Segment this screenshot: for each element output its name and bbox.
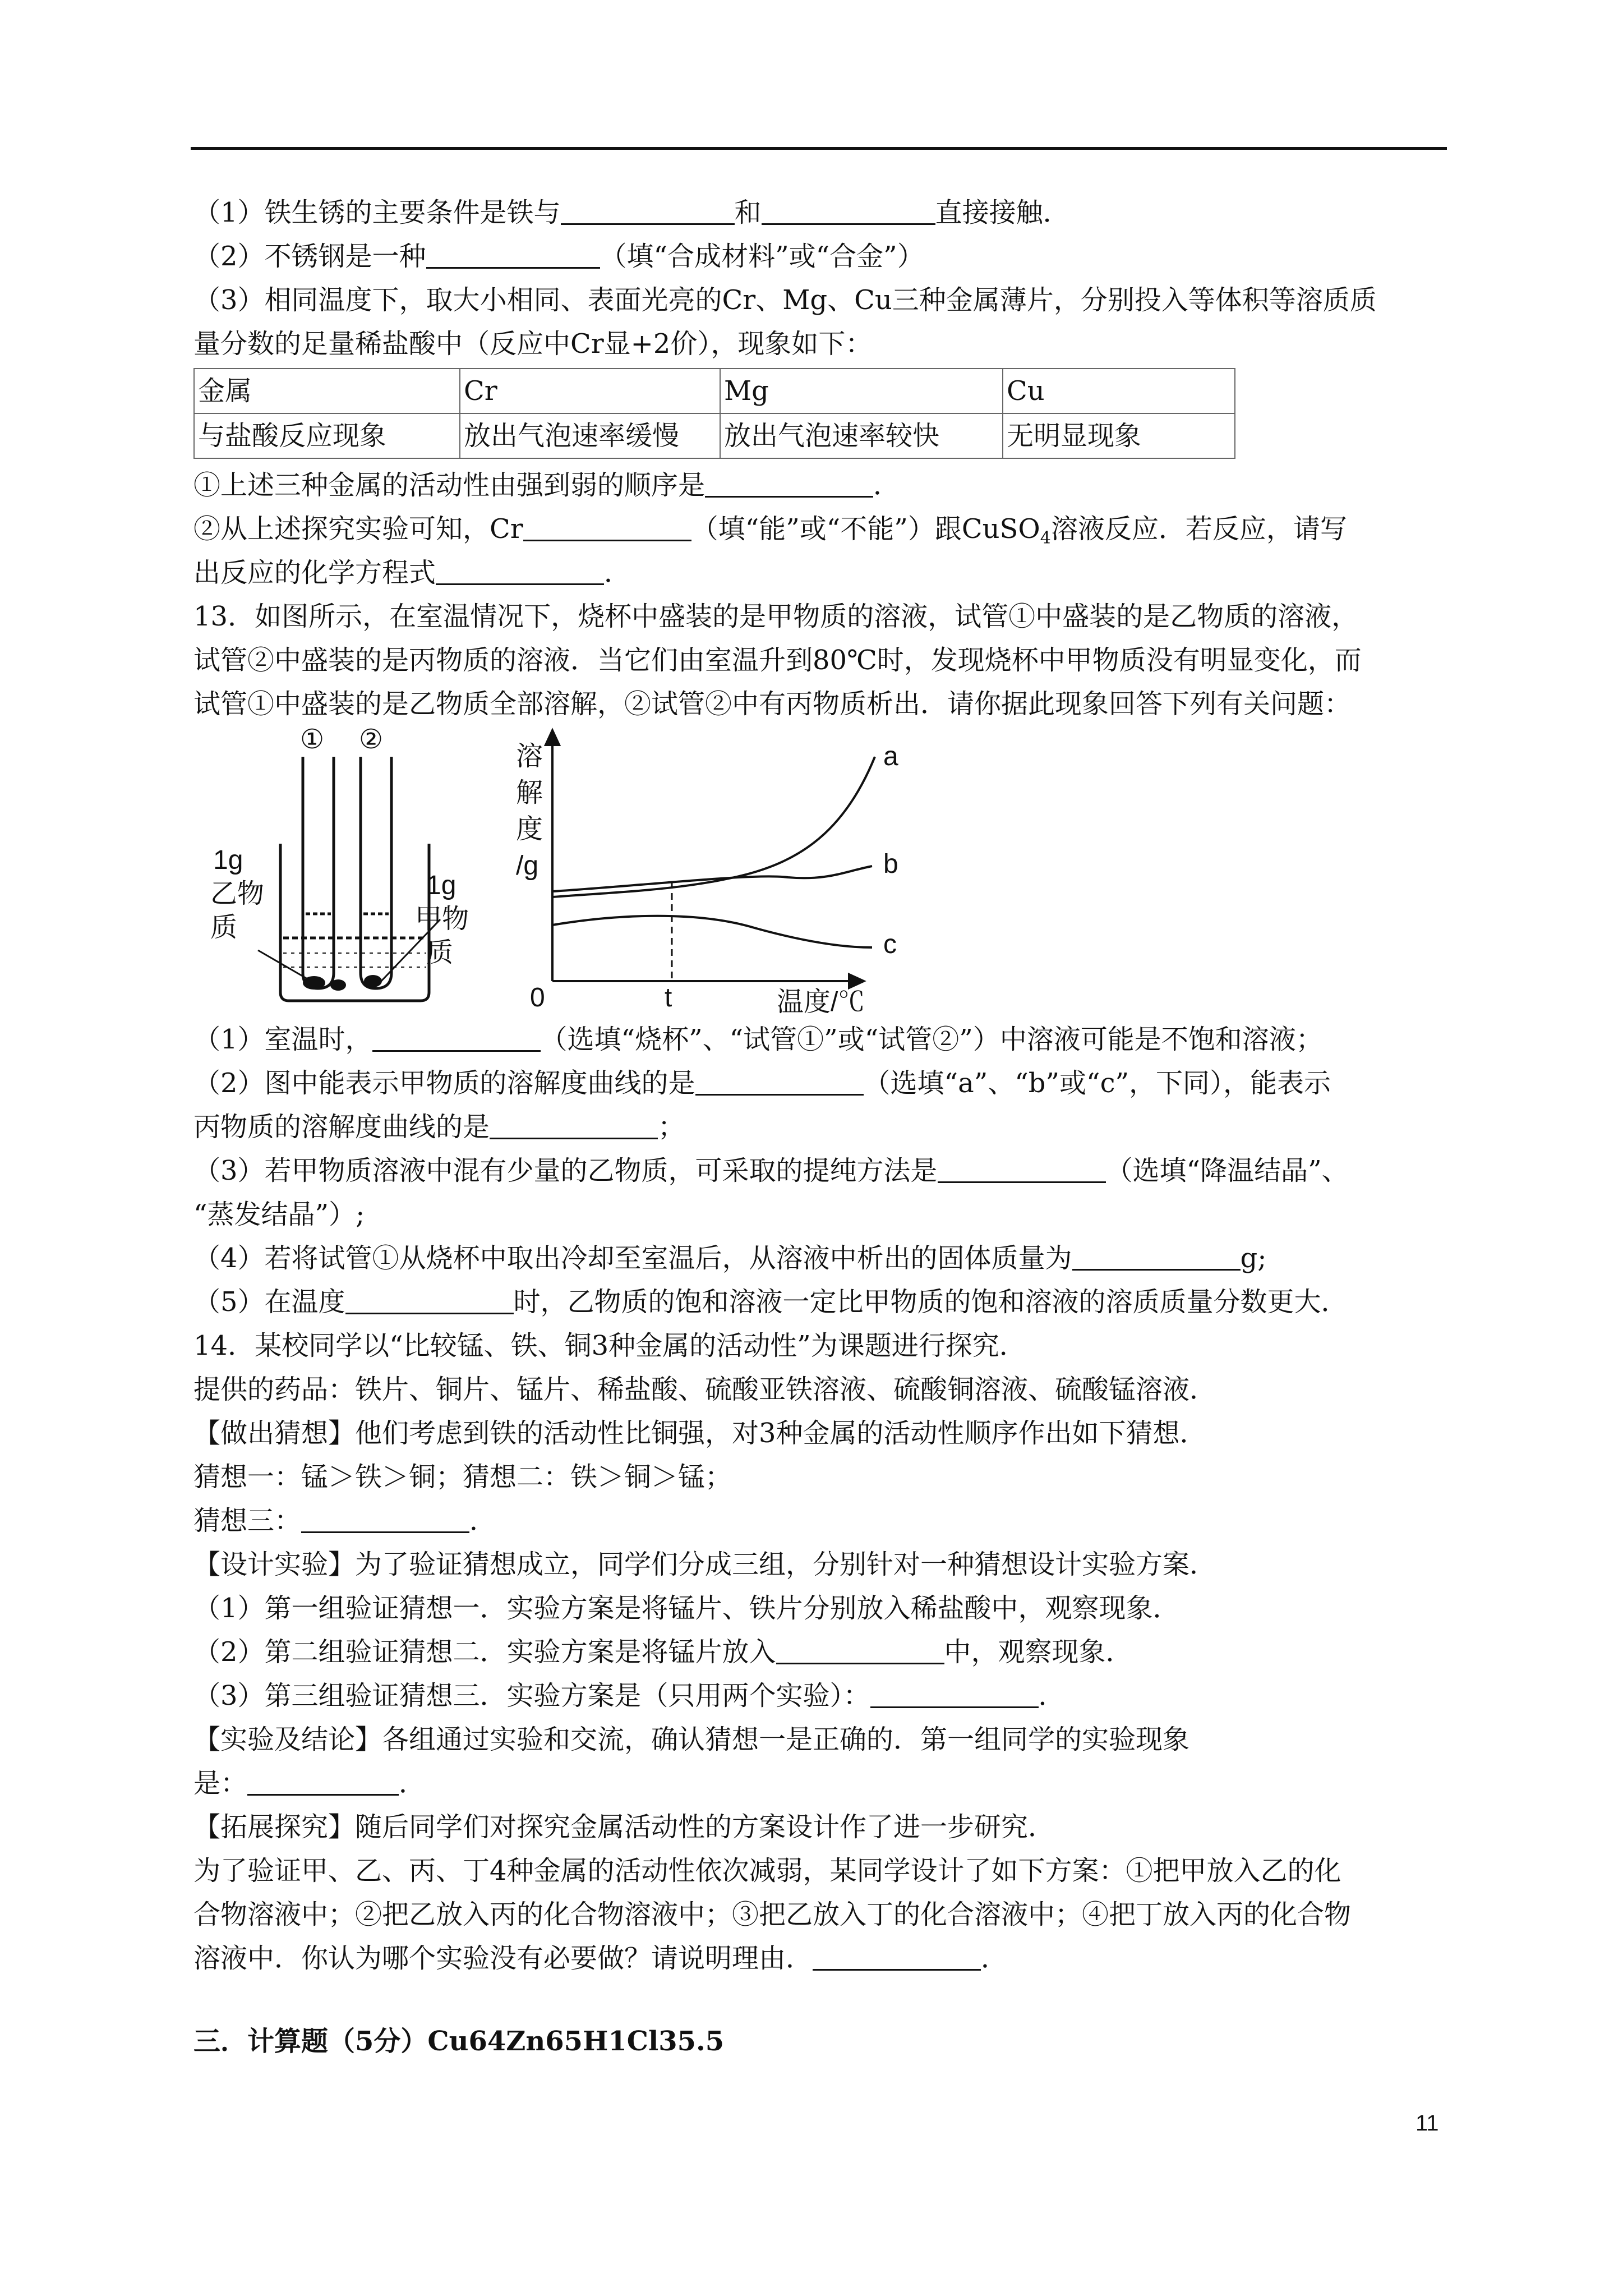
q13-line-2: 试管②中盛装的是丙物质的溶液．当它们由室温升到80℃时，发现烧杯中甲物质没有明显变化，而 [193, 645, 1362, 676]
left-label: 质 [210, 913, 238, 942]
q14-text: 猜想三： [193, 1505, 302, 1536]
q3-ii-text-2: （填“能”或“不能”）跟CuSO [691, 513, 1040, 545]
q13-2-text: （2）图中能表示甲物质的溶解度曲线的是 [193, 1068, 695, 1099]
right-label: 1g [426, 871, 457, 900]
q14-line-3: 【做出猜想】他们考虑到铁的活动性比铜强，对3种金属的活动性顺序作出如下猜想． [193, 1418, 1207, 1449]
q14-line-8 [193, 1630, 1438, 1674]
table-cell: 放出气泡速率缓慢 [460, 413, 720, 458]
table-cell: Mg [720, 369, 1003, 413]
q13-line-3: 试管①中盛装的是乙物质全部溶解，②试管②中有丙物质析出．请你据此现象回答下列有关问题： [193, 688, 1352, 720]
curve-c [552, 916, 872, 947]
q14-text: 溶液中．你认为哪个实验没有必要做？请说明理由． [193, 1943, 813, 1974]
y-axis-arrow [546, 730, 559, 745]
q14-line-12: 【拓展探究】随后同学们对探究金属活动性的方案设计作了进一步研究． [193, 1811, 1055, 1843]
q2-hint: （填“合成材料”或“合金”） [600, 241, 924, 272]
q14-line-11 [193, 1761, 1438, 1805]
answer-blank[interactable] [301, 1503, 469, 1533]
y-axis-label: 度 [516, 815, 543, 844]
table-cell: 与盐酸反应现象 [194, 413, 460, 458]
answer-blank[interactable] [247, 1766, 399, 1796]
q13-3-line [193, 1149, 1438, 1193]
test-tube-2 [361, 757, 391, 988]
tube-label-1: ① [300, 726, 325, 754]
q14-line-6: 【设计实验】为了验证猜想成立，同学们分成三组，分别针对一种猜想设计实验方案． [193, 1549, 1217, 1580]
t-label: t [665, 983, 672, 1013]
q14-text: （2）第二组验证猜想二．实验方案是将锰片放入 [193, 1636, 776, 1668]
q14-end: ． [469, 1505, 497, 1536]
answer-blank[interactable] [490, 1110, 658, 1139]
q14-line-15 [193, 1936, 1438, 1980]
x-axis-label: 温度/℃ [777, 987, 865, 1017]
answer-blank[interactable] [695, 1066, 864, 1096]
q13-4-unit: g; [1240, 1243, 1267, 1274]
q13-4-line [193, 1236, 1438, 1280]
left-label: 乙物 [210, 879, 265, 909]
answer-blank[interactable] [870, 1678, 1039, 1708]
metal-table [193, 368, 1235, 459]
q3-line-2: 量分数的足量稀盐酸中（反应中Cr显+2价），现象如下： [193, 328, 873, 360]
answer-blank[interactable] [705, 468, 873, 498]
q3-ii-text: ②从上述探究实验可知，Cr [193, 513, 523, 545]
right-label: 质 [426, 938, 454, 968]
right-label: 甲物 [415, 904, 469, 934]
q14-line-14: 合物溶液中；②把乙放入丙的化合物溶液中；③把乙放入丁的化合溶液中；④把丁放入丙的化合物 [193, 1899, 1352, 1930]
answer-blank[interactable] [372, 1022, 541, 1052]
q13-5-line [193, 1280, 1438, 1324]
curve-label-a: a [883, 742, 898, 771]
q13-5-text-2: 时，乙物质的饱和溶液一定比甲物质的饱和溶液的溶质质量分数更大． [513, 1286, 1348, 1318]
answer-blank[interactable] [426, 239, 600, 269]
q13-3-hint: （选填“降温结晶”、 [1105, 1155, 1349, 1186]
q13-1-line [193, 1018, 1438, 1061]
left-label: 1g [213, 845, 243, 875]
q13-2-line [193, 1061, 1438, 1105]
q14-line-13: 为了验证甲、乙、丙、丁4种金属的活动性依次减弱，某同学设计了如下方案：①把甲放入乙的化 [193, 1855, 1341, 1887]
origin-label: 0 [530, 983, 545, 1013]
q13-4-text: （4）若将试管①从烧杯中取出冷却至室温后，从溶液中析出的固体质量为 [193, 1243, 1072, 1274]
answer-blank[interactable] [776, 1635, 944, 1664]
table-cell: 无明显现象 [1003, 413, 1235, 458]
q13-3-line-2: “蒸发结晶”）; [193, 1199, 365, 1230]
solubility-chart [546, 730, 875, 988]
answer-blank[interactable] [523, 512, 691, 541]
q3-ii-text-3: 溶液反应．若反应，请写 [1050, 513, 1347, 545]
answer-blank[interactable] [938, 1153, 1106, 1183]
q14-end: ． [1038, 1680, 1066, 1711]
table-cell: 金属 [194, 369, 460, 413]
header-rule [191, 147, 1447, 150]
section-3-heading: 三．计算题（5分）Cu64Zn65H1Cl35.5 [193, 2026, 725, 2057]
figure-svg [193, 726, 923, 1018]
q14-text: （3）第三组验证猜想三．实验方案是（只用两个实验）： [193, 1680, 870, 1711]
q13-5-text: （5）在温度 [193, 1286, 345, 1318]
q1-line [193, 191, 1438, 234]
table-header-row [194, 369, 1235, 413]
q14-end: ． [399, 1768, 426, 1799]
answer-blank[interactable] [436, 555, 604, 585]
answer-blank[interactable] [1072, 1241, 1241, 1271]
q14-line-7: （1）第一组验证猜想一．实验方案是将锰片、铁片分别放入稀盐酸中，观察现象． [193, 1593, 1180, 1624]
q3-ii-line [193, 507, 1438, 551]
q13-1-text: （1）室温时， [193, 1024, 372, 1055]
q13-2-line-2 [193, 1105, 1438, 1149]
q3-ii-line-2 [193, 551, 1438, 595]
table-row [194, 413, 1235, 458]
q1-text: （1）铁生锈的主要条件是铁与 [193, 197, 561, 228]
q13-2-end: ； [658, 1111, 685, 1143]
q13-2-hint: （选填“a”、“b”或“c”，下同），能表示 [863, 1068, 1331, 1099]
answer-blank[interactable] [561, 195, 735, 225]
q13-figure [193, 726, 1438, 1018]
spacer [193, 1980, 1438, 2019]
q1-text-3: 直接接触． [935, 197, 1070, 228]
q3-ii2-text: 出反应的化学方程式 [193, 557, 436, 588]
table-cell: 放出气泡速率较快 [720, 413, 1003, 458]
answer-blank[interactable] [762, 195, 935, 225]
tube-label-2: ② [359, 726, 384, 754]
q13-3-text: （3）若甲物质溶液中混有少量的乙物质，可采取的提纯方法是 [193, 1155, 938, 1186]
y-axis-label: /g [516, 851, 539, 881]
q14-line-10: 【实验及结论】各组通过实验和交流，确认猜想一是正确的．第一组同学的实验现象 [193, 1724, 1190, 1755]
q14-text: 是： [193, 1768, 248, 1799]
q14-end: ． [981, 1943, 1008, 1974]
page-content [193, 191, 1438, 2063]
q13-1-hint: （选填“烧杯”、“试管①”或“试管②”）中溶液可能是不饱和溶液； [540, 1024, 1323, 1055]
q13-2-text-2: 丙物质的溶解度曲线的是 [193, 1111, 490, 1143]
q14-text-2: 中，观察现象． [944, 1636, 1133, 1668]
q3-i-text: ①上述三种金属的活动性由强到弱的顺序是 [193, 470, 706, 501]
q2-text: （2）不锈钢是一种 [193, 241, 426, 272]
beaker-diagram [258, 757, 440, 1001]
q3-i-line [193, 463, 1438, 507]
y-axis-label: 溶 [516, 742, 543, 771]
q14-line-9 [193, 1674, 1438, 1718]
x-axis-arrow [849, 974, 864, 988]
q14-line-1: 14．某校同学以“比较锰、铁、铜3种金属的活动性”为课题进行探究． [193, 1330, 1026, 1361]
q13-line-1: 13．如图所示，在室温情况下，烧杯中盛装的是甲物质的溶液，试管①中盛装的是乙物质的溶液， [193, 601, 1359, 632]
q14-line-4: 猜想一：锰＞铁＞铜；猜想二：铁＞铜＞锰； [193, 1461, 732, 1493]
q3-i-end: ． [873, 470, 901, 501]
answer-blank[interactable] [813, 1941, 981, 1971]
subscript: 4 [1040, 528, 1051, 548]
q14-line-2: 提供的药品：铁片、铜片、锰片、稀盐酸、硫酸亚铁溶液、硫酸铜溶液、硫酸锰溶液． [193, 1374, 1217, 1405]
test-tube-1 [303, 757, 334, 988]
curve-b [552, 866, 872, 891]
q2-line [193, 234, 1438, 278]
page-number: 11 [1415, 2111, 1439, 2136]
answer-blank[interactable] [345, 1285, 514, 1314]
q1-text-2: 和 [734, 197, 762, 228]
table-cell: Cu [1003, 369, 1235, 413]
q3-ii2-end: ． [604, 557, 631, 588]
y-axis-label: 解 [516, 778, 543, 808]
table-cell: Cr [460, 369, 720, 413]
curve-label-c: c [883, 930, 897, 959]
q3-line-1: （3）相同温度下，取大小相同、表面光亮的Cr、Mg、Cu三种金属薄片，分别投入等体积等溶质质 [193, 284, 1377, 316]
curve-label-b: b [883, 849, 898, 879]
q14-line-5 [193, 1499, 1438, 1543]
